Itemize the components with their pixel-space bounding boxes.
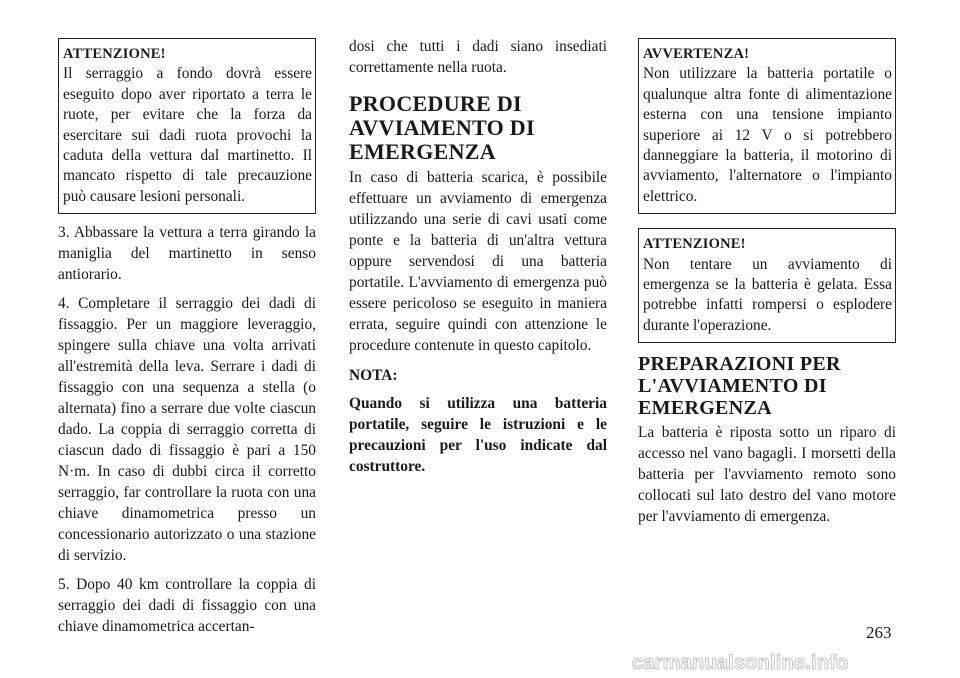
note-text: Quando si utilizza una batteria portatile, seguire le istruzioni e le precauzioni per l'uso indicate dal costruttore. <box>349 395 607 475</box>
caution-title: AVVERTENZA! <box>643 46 750 62</box>
caution-box-portable-battery <box>638 38 896 214</box>
jump-start-intro: In caso di batteria scarica, è possibile effettuare un avviamento di emergenza utilizzando una serie di cavi usati come ponte e la batteria di un'altra vettura oppure servendosi di una batteria portatile. L'avviamento di emergenza può essere pericoloso se eseguito in maniera errata, seguire quindi con attenzione le procedure contenute in questo capitolo. <box>349 169 607 354</box>
warning-text: Il serraggio a fondo dovrà essere eseguito dopo aver riportato a terra le ruote, per evitare che la forza da esercitare sui dadi ruota provochi la caduta della vettura dal martinetto. Il mancato rispetto di tale precauzione può causare lesioni personali. <box>63 65 312 205</box>
warning-text: Non tentare un avviamento di emergenza se la batteria è gelata. Essa potrebbe infatti rompersi o esplodere durante l'operazione. <box>643 255 892 334</box>
section-heading-jump-start: PROCEDURE DI AVVIAMENTO DI EMERGENZA <box>349 91 535 164</box>
caution-text: Non utilizzare la batteria portatile o qualunque altra fonte di alimentazione esterna con una tensione impianto superiore ai 12 V o si potrebbero danneggiare la batteria, il motorino di avviamento, l'alternatore o l'impianto elettrico. <box>643 65 892 205</box>
warning-title: ATTENZIONE! <box>643 236 746 253</box>
warning-box-frozen-battery <box>638 228 896 343</box>
step-4: 4. Completare il serraggio dei dadi di fissaggio. Per un maggiore leveraggio, spingere sulla chiave una volta arrivati all'estremità della leva. Serrare i dadi di fissaggio con una sequenza a stella (o alternata) fino a serrare due volte ciascun dado. La coppia di serraggio corretta di ciascun dado di fissaggio è pari a 150 N·m. In caso di dubbi circa il corretto serraggio, far controllare la ruota con una chiave dinamometrica presso un concessionario autorizzato o una stazione di servizio. <box>58 295 316 565</box>
column-left <box>58 38 316 637</box>
warning-box-tire-tightening <box>58 38 316 214</box>
watermark: carmanualsonline.info <box>632 652 849 674</box>
step-5: 5. Dopo 40 km controllare la coppia di serraggio dei dadi di fissaggio con una chiave dinamometrica accertan- <box>58 576 316 636</box>
step-3: 3. Abbassare la vettura a terra girando la maniglia del martinetto in senso antiorario. <box>58 224 316 284</box>
section-heading-preparation: PREPARAZIONI PER L'AVVIAMENTO DI EMERGENZA <box>638 353 841 420</box>
warning-title: ATTENZIONE! <box>63 46 166 62</box>
continued-text: dosi che tutti i dadi siano insediati correttamente nella ruota. <box>349 38 607 76</box>
column-right <box>638 38 896 527</box>
preparation-body: La batteria è riposta sotto un riparo di accesso nel vano bagagli. I morsetti della batteria per l'avviamento remoto sono collocati sul lato destro del vano motore per l'avviamento di emergenza. <box>638 424 896 526</box>
column-middle <box>349 36 607 477</box>
note-label: NOTA: <box>349 367 398 384</box>
page-number: 263 <box>866 623 892 642</box>
